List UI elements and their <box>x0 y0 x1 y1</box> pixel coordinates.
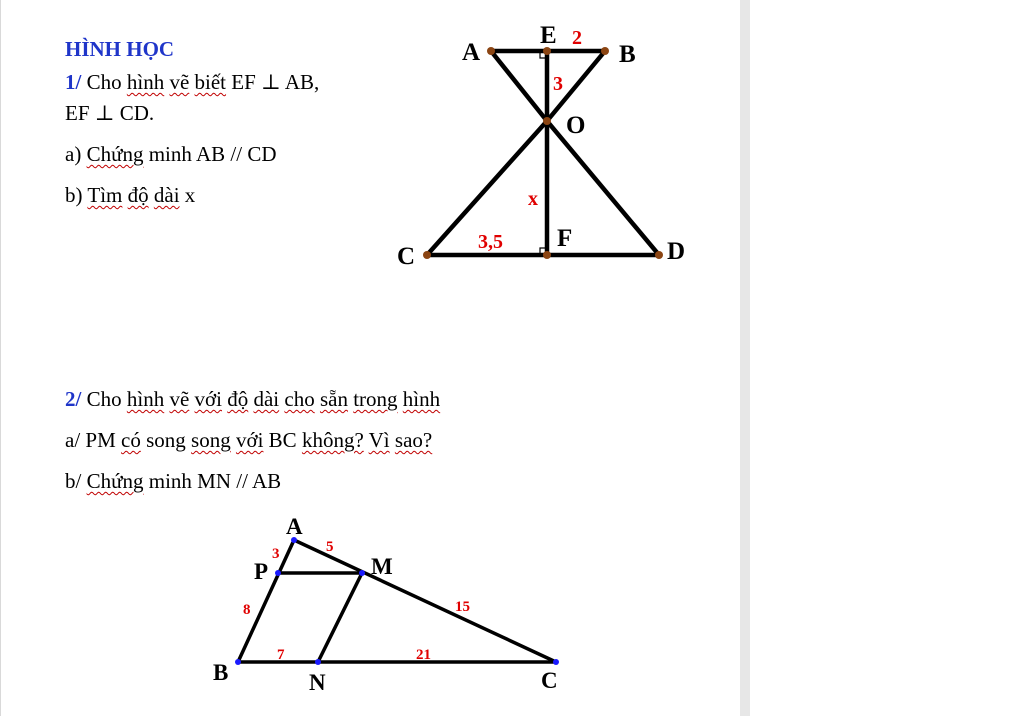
length-am: 5 <box>326 539 334 555</box>
label-m: M <box>371 554 393 579</box>
part-prefix: a/ PM <box>65 428 116 452</box>
label-n: N <box>309 670 326 695</box>
part-prefix: b) <box>65 183 83 207</box>
label-f: F <box>557 225 573 252</box>
length-bn: 7 <box>277 647 285 663</box>
word: biết <box>194 70 227 94</box>
word: sao? <box>394 428 433 452</box>
vertex-c <box>553 659 559 665</box>
word: song <box>146 428 186 452</box>
word: vẽ <box>169 70 190 94</box>
problem2-number: 2/ <box>65 387 82 411</box>
word: sẵn <box>319 387 348 411</box>
word: EF ⊥ AB, <box>231 70 320 94</box>
word: có <box>121 428 141 452</box>
word: Chứng <box>86 469 144 493</box>
part-rest: minh MN // AB <box>148 469 282 493</box>
word: vẽ <box>169 387 190 411</box>
label-p: P <box>254 559 269 584</box>
page-gutter <box>740 0 750 716</box>
label-b: B <box>619 41 636 68</box>
word: với <box>194 387 222 411</box>
label-c: C <box>397 243 416 270</box>
word: dài <box>253 387 280 411</box>
word: Chứng <box>86 142 144 166</box>
length-nc: 21 <box>416 647 431 663</box>
part-rest: minh AB // CD <box>148 142 277 166</box>
word: độ <box>227 387 249 411</box>
length-ap: 3 <box>272 546 280 562</box>
part-prefix: b/ <box>65 469 82 493</box>
label-d: D <box>667 238 686 265</box>
word: độ <box>127 183 149 207</box>
word: Cho <box>86 70 122 94</box>
word: cho <box>284 387 315 411</box>
word: hình <box>402 387 441 411</box>
word: không? <box>301 428 364 452</box>
word: BC <box>268 428 297 452</box>
length-pb: 8 <box>243 602 251 618</box>
section-title: HÌNH HỌC <box>65 37 175 61</box>
part-rest: x <box>184 183 196 207</box>
word: hình <box>126 70 165 94</box>
label-e: E <box>540 22 557 49</box>
length-eo: 3 <box>553 73 563 95</box>
label-a: A <box>286 514 303 539</box>
vertex-p <box>275 570 281 576</box>
segment-mn <box>318 573 362 662</box>
problem1-number: 1/ <box>65 70 82 94</box>
part-prefix: a) <box>65 142 82 166</box>
vertex-m <box>359 570 365 576</box>
word: trong <box>353 387 398 411</box>
segment-ac <box>294 540 556 662</box>
label-b: B <box>213 660 229 685</box>
label-a: A <box>462 39 481 66</box>
length-cf: 3,5 <box>478 231 503 253</box>
label-c: C <box>541 668 558 693</box>
length-eb: 2 <box>572 27 582 49</box>
word: dài <box>153 183 180 207</box>
word: song <box>191 428 231 452</box>
word: Vì <box>368 428 390 452</box>
word: Tìm <box>87 183 123 207</box>
word: Cho <box>86 387 122 411</box>
vertex-b <box>235 659 241 665</box>
length-of: x <box>528 188 538 210</box>
length-mc: 15 <box>455 599 470 615</box>
problem1-line2: EF ⊥ CD. <box>65 101 155 125</box>
label-o: O <box>566 112 586 139</box>
word: với <box>235 428 264 452</box>
vertex-n <box>315 659 321 665</box>
word: hình <box>126 387 165 411</box>
